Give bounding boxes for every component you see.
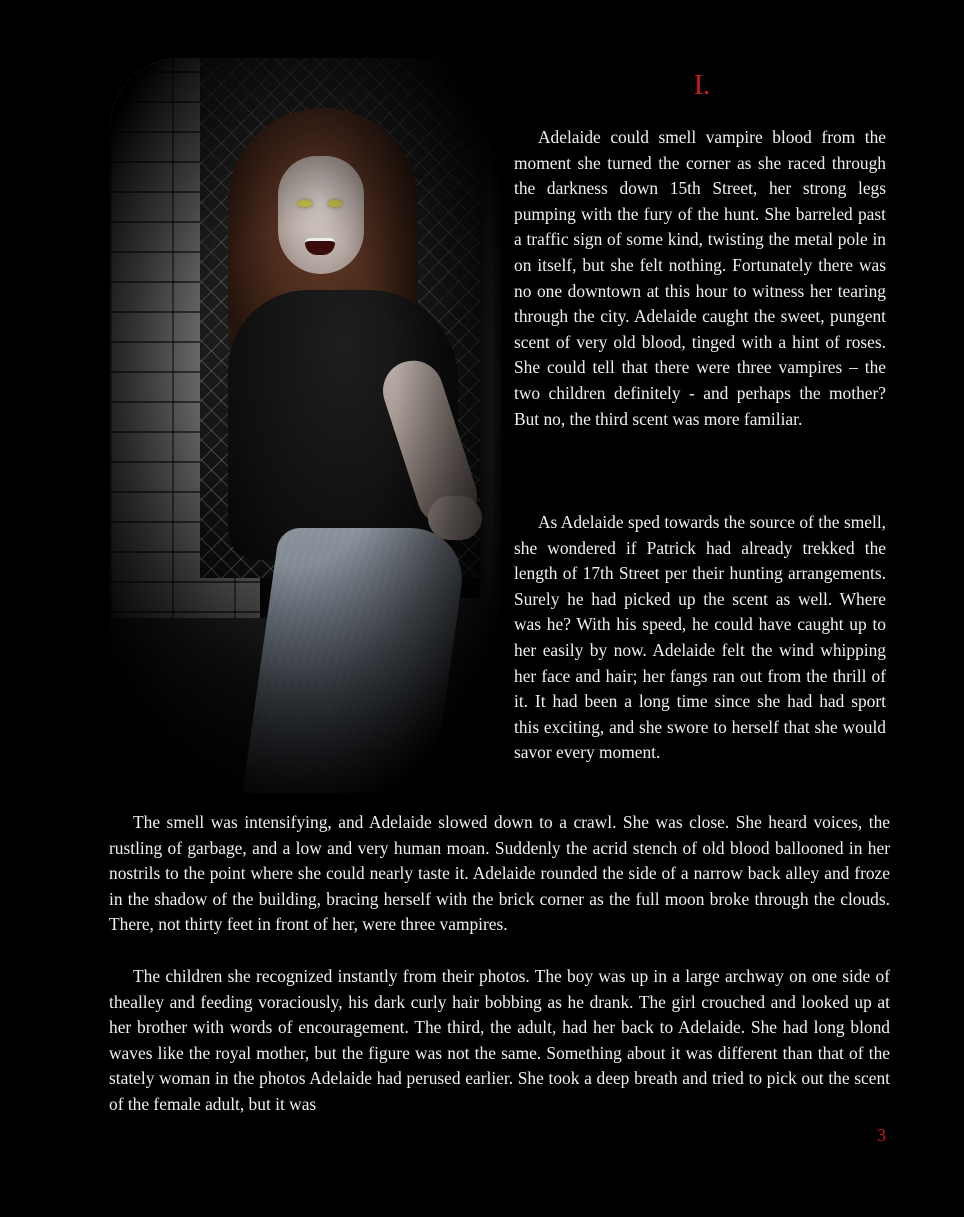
paragraph-1: Adelaide could smell vampire blood from the moment she turned the corner as she raced through the darkness down 15th Street, her strong legs pumping with the fury of the hunt. She barreled past a traffic sign of some kind, twisting the metal pole in on itself, but she felt nothing. Fortunately there was no one downtown at this hour to witness her tearing through the city. Adelaide caught the sweet, pungent scent of very old blood, tinged with a hint of roses. She could tell that there were three vampires – the two children definitely - and perhaps the mother? But no, the third scent was more familiar.	[514, 127, 886, 429]
paragraph-4: The children she recognized instantly from their photos. The boy was up in a large archway on one side of thealley and feeding voraciously, his dark curly hair bobbing as he drank. The girl crouched and looked up at her brother with words of encouragement. The third, the adult, had her back to Adelaide. She had long blond waves like the royal mother, but the figure was not the same. Something about it was different than that of the stately woman in the photos Adelaide had perused earlier. She took a deep breath and tried to pick out the scent of the female adult, but it was	[109, 966, 890, 1114]
chapter-heading: I.	[693, 70, 711, 101]
page-number: 3	[877, 1125, 886, 1145]
paragraph-2: As Adelaide sped towards the source of the smell, she wondered if Patrick had already trekked the length of 17th Street per their hunting arrangements. Surely he had picked up the scent as well. Where was he? With his speed, he could have caught up to her easily by now. Adelaide felt the wind whipping her face and hair; her fangs ran out from the thrill of it. It had been a long time since she had had sport this exciting, and she swore to herself that she would savor every moment.	[514, 512, 886, 763]
vampire-woman-photo	[110, 58, 502, 793]
paragraph-3: The smell was intensifying, and Adelaide slowed down to a crawl. She was close. She heard voices, the rustling of garbage, and a low and very human moan. Suddenly the acrid stench of old blood ballooned in her nostrils to the point where she could nearly taste it. Adelaide rounded the side of a narrow back alley and froze in the shadow of the building, bracing herself with the brick corner as the full moon broke through the clouds. There, not thirty feet in front of her, were three vampires.	[109, 812, 890, 935]
photo-vignette	[110, 58, 502, 793]
